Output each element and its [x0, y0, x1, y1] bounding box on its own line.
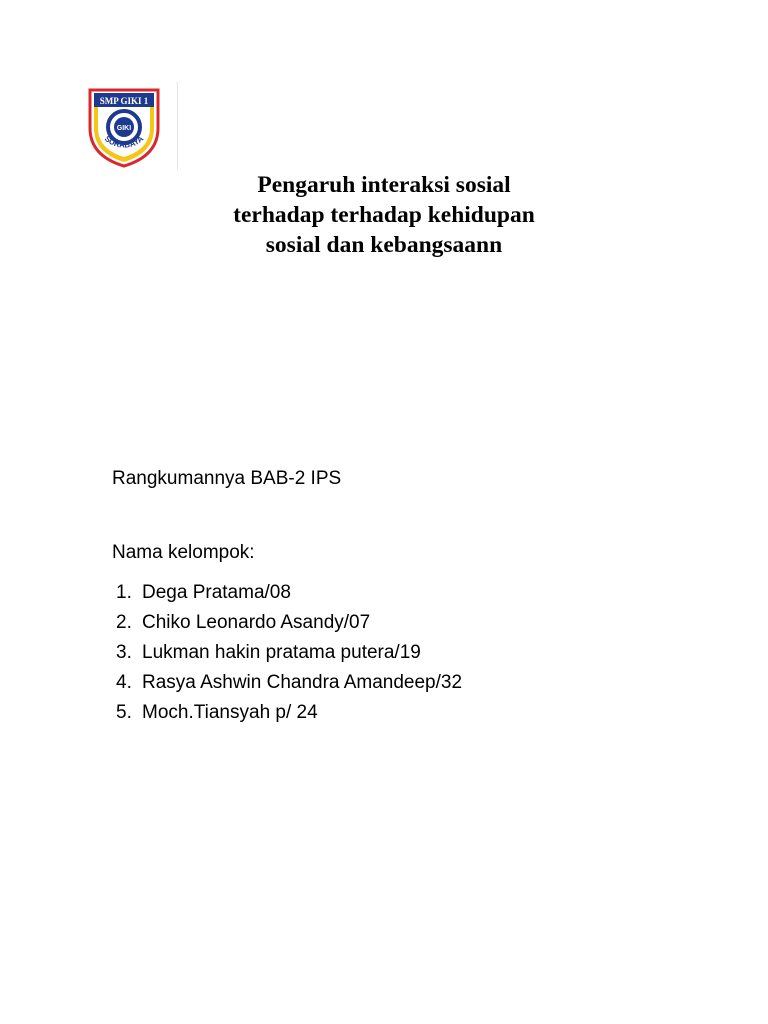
title-line-1: Pengaruh interaksi sosial: [257, 172, 511, 198]
member-name: Dega Pratama/08: [142, 582, 291, 603]
title-line-2: terhadap terhadap kehidupan: [233, 202, 535, 228]
member-name: Chiko Leonardo Asandy/07: [142, 612, 371, 633]
member-name: Moch.Tiansyah p/ 24: [142, 702, 318, 723]
member-list: [116, 578, 462, 728]
group-label: Nama kelompok:: [112, 542, 255, 563]
summary-heading: Rangkumannya BAB-2 IPS: [112, 468, 342, 489]
member-item: [116, 698, 462, 728]
logo-center-text: GIKI: [116, 125, 132, 132]
member-number: 3.: [116, 642, 132, 663]
member-name: Lukman hakin pratama putera/19: [142, 642, 421, 663]
member-number: 4.: [116, 672, 132, 693]
member-number: 1.: [116, 582, 132, 603]
member-number: 2.: [116, 612, 132, 633]
title-line-3: sosial dan kebangsaann: [265, 232, 503, 258]
school-crest-icon: [74, 82, 174, 170]
logo-bottom-text: SURABAYA: [102, 134, 146, 150]
member-item: [116, 638, 462, 668]
school-logo: [74, 82, 178, 170]
logo-border-line: [177, 82, 178, 170]
member-item: [116, 668, 462, 698]
member-item: [116, 608, 462, 638]
document-title: [160, 170, 608, 260]
logo-top-text: SMP GIKI 1: [99, 96, 149, 106]
member-name: Rasya Ashwin Chandra Amandeep/32: [142, 672, 463, 693]
member-number: 5.: [116, 702, 132, 723]
member-item: [116, 578, 462, 608]
